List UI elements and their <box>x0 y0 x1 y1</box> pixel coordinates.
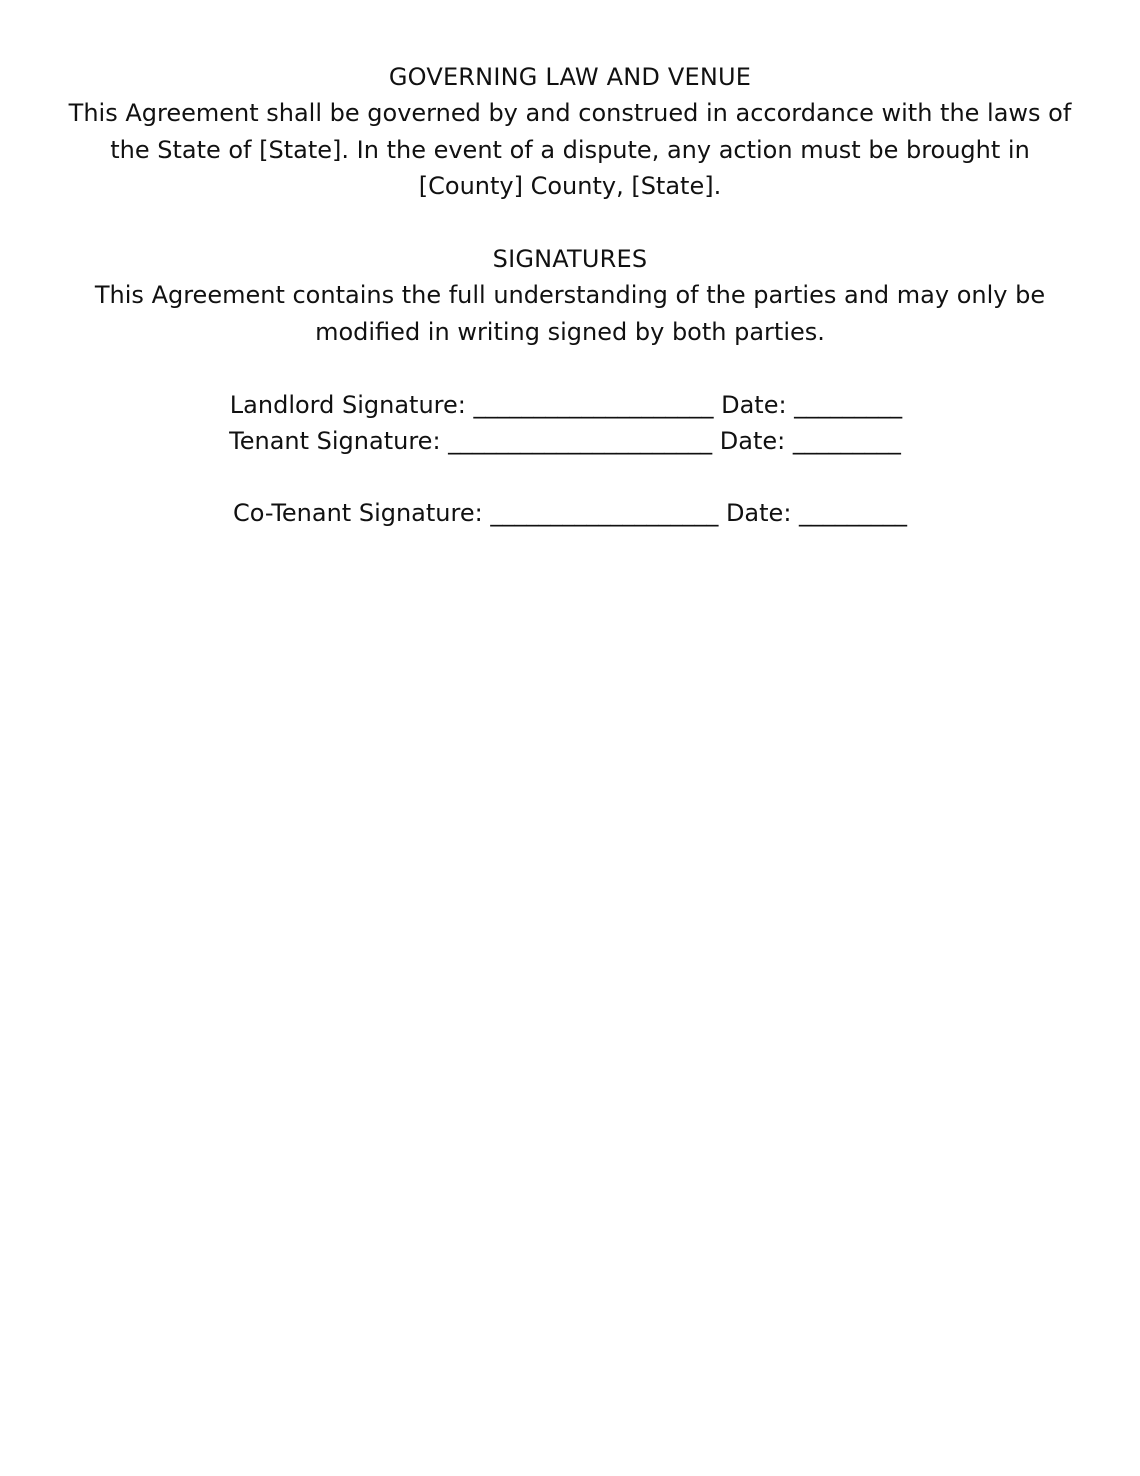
co-tenant-signature-line: Co-Tenant Signature: ___________________ Date: _________ <box>232 499 908 527</box>
governing-law-section <box>0 59 1140 205</box>
tenant-signature-line: Tenant Signature: ______________________ Date: _________ <box>229 427 901 455</box>
signatures-section <box>0 241 1140 350</box>
signatures-text-line-1: This Agreement contains the full understanding of the parties and may only be <box>94 281 1046 309</box>
governing-law-heading: GOVERNING LAW AND VENUE <box>388 63 752 91</box>
signatures-text-line-2: modified in writing signed by both parties. <box>315 317 825 346</box>
landlord-signature-line: Landlord Signature: ____________________ Date: _________ <box>229 391 903 419</box>
governing-law-text-line-3: [County] County, [State]. <box>418 172 722 200</box>
signatures-heading: SIGNATURES <box>492 245 648 273</box>
governing-law-text-line-1: This Agreement shall be governed by and construed in accordance with the laws of <box>68 99 1072 127</box>
governing-law-text-line-2: the State of [State]. In the event of a dispute, any action must be brought in <box>110 135 1030 164</box>
